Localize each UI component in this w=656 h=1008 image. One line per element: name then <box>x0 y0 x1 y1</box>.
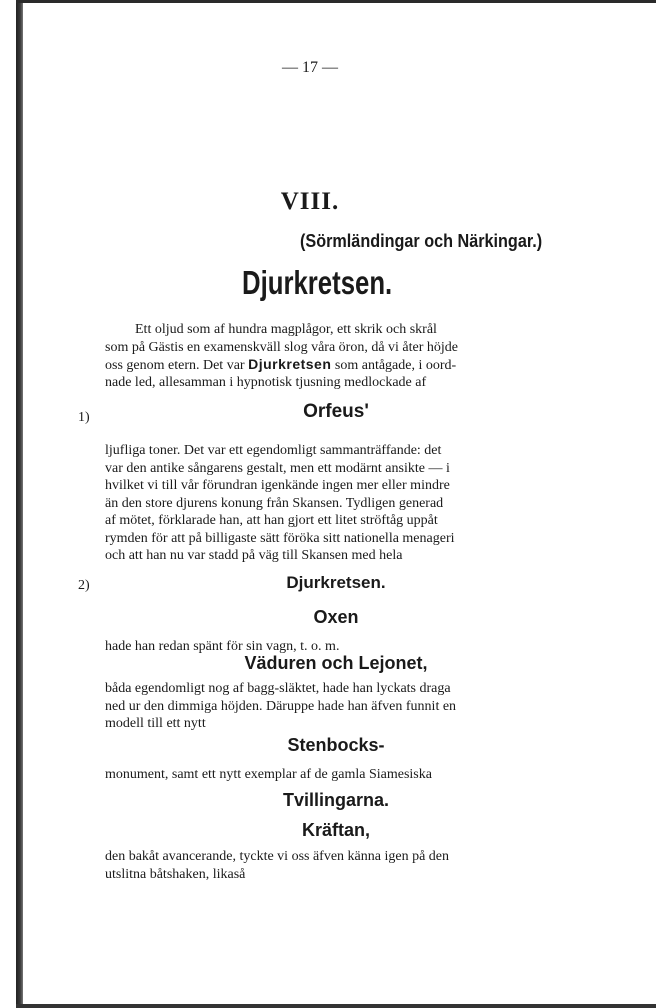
text-line: utslitna båtshaken, likaså <box>105 866 246 882</box>
footnote-marker-1: 1) <box>78 410 90 425</box>
text-line: af mötet, förklarade han, att han gjort ett litet ströftåg uppåt <box>105 513 438 528</box>
chapter-subtitle: (Sörmländingar och Närkingar.) <box>300 231 543 251</box>
text-line: Ett oljud som af hundra magplågor, ett skrik och skrål <box>135 322 437 337</box>
text-line: modell till ett nytt <box>105 716 206 731</box>
heading-djurkretsen: Djurkretsen. <box>286 573 386 592</box>
text-line: hvilket vi till vår förundran igenkände ingen mer eller mindre <box>105 478 450 493</box>
text-line: ljufliga toner. Det var ett egendomligt sammanträffande: det <box>105 443 442 458</box>
page-number: — 17 — <box>282 59 338 76</box>
paragraph-stenbocks <box>105 766 575 784</box>
page-bottom-edge <box>16 1004 656 1008</box>
text-line: och att han nu var stadd på väg till Skansen med hela <box>105 548 403 563</box>
text-line: var den antike sångarens gestalt, men ett modärnt ansikte — i <box>105 460 450 476</box>
page-top-edge <box>16 0 656 3</box>
text-line <box>105 356 575 374</box>
chapter-title: Djurkretsen. <box>242 264 393 301</box>
text-line: monument, samt ett nytt exemplar af de gamla Siamesiska <box>105 767 432 782</box>
text-line: ned ur den dimmiga höjden. Däruppe hade han äfven funnit en <box>105 698 457 714</box>
text-line: båda egendomligt nog af bagg-släktet, hade han lyckats draga <box>105 681 451 696</box>
heading-stenbocks: Stenbocks- <box>287 735 385 755</box>
text-fragment: oss genom etern. Det var <box>105 358 249 373</box>
page-binding-edge <box>16 0 23 1008</box>
heading-vaduren-lejonet: Väduren och Lejonet, <box>244 653 428 673</box>
paragraph-orfeus <box>105 442 575 565</box>
text-line: nade led, allesamman i hypnotisk tjusning medlockade af <box>105 374 427 390</box>
heading-tvillingarna: Tvillingarna. <box>282 790 390 810</box>
text-fragment: som antågade, i oord- <box>331 358 457 373</box>
inline-bold-djurkretsen: Djurkretsen <box>248 356 332 372</box>
heading-kraftan: Kräftan, <box>301 820 370 840</box>
text-line: som på Gästis en examenskväll slog våra öron, då vi åter höjde <box>105 339 459 355</box>
paragraph-vaduren <box>105 680 575 733</box>
text-line: hade han redan spänt för sin vagn, t. o. m. <box>105 639 340 654</box>
text-line: än den store djurens konung från Skansen. Tydligen generad <box>105 495 444 511</box>
text-line: den bakåt avancerande, tyckte vi oss äfven känna igen på den <box>105 849 450 864</box>
paragraph-intro <box>105 321 575 391</box>
paragraph-kraftan <box>105 848 575 883</box>
heading-oxen: Oxen <box>313 607 359 627</box>
chapter-number: VIII. <box>280 188 340 215</box>
heading-orfeus: Orfeus' <box>303 401 369 422</box>
footnote-marker-2: 2) <box>78 578 90 593</box>
text-line: rymden för att på billigaste sätt föröka sitt nationella menageri <box>105 530 455 546</box>
